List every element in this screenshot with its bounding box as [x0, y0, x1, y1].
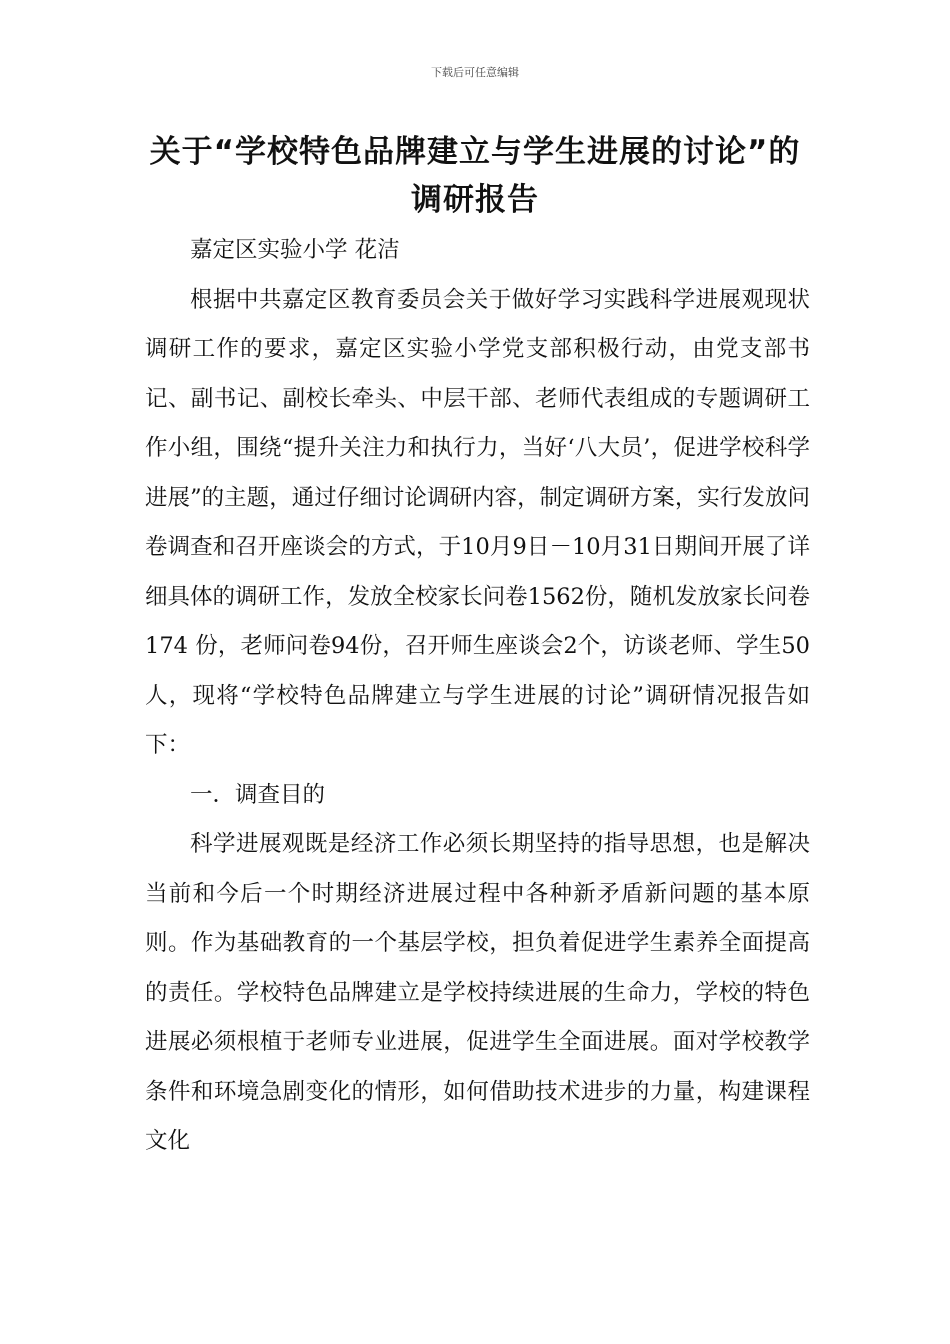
intro-paragraph: 根据中共嘉定区教育委员会关于做好学习实践科学进展观现状调研工作的要求，嘉定区实验小学党支部积极行动，由党支部书记、副书记、副校长牵头、中层干部、老师代表组成的专题调研工作小组，围绕“提升关注力和执行力，当好‘八大员’，促进学校科学进展”的主题，通过仔细讨论调研内容，制定调研方案，实行发放问卷调查和召开座谈会的方式，于10月9日－10月31日期间开展了详细具体的调研工作，发放全校家长问卷1562份，随机发放家长问卷174 份，老师问卷94份，召开师生座谈会2个，访谈老师、学生50人，现将“学校特色品牌建立与学生进展的讨论”调研情况报告如下： [145, 286, 810, 758]
section-1-heading: 一．调查目的 [190, 781, 326, 808]
section-1-paragraph: 科学进展观既是经济工作必须长期坚持的指导思想，也是解决当前和今后一个时期经济进展过程中各种新矛盾新问题的基本原则。作为基础教育的一个基层学校，担负着促进学生素养全面提高的责任。学校特色品牌建立是学校持续进展的生命力，学校的特色进展必须根植于老师专业进展，促进学生全面进展。面对学校教学条件和环境急剧变化的情形，如何借助技术进步的力量，构建课程文化 [145, 831, 810, 1154]
author-line: 嘉定区实验小学 花洁 [190, 237, 400, 263]
document-title: 关于“学校特色品牌建立与学生进展的讨论”的调研报告 [149, 134, 801, 218]
document-body [145, 226, 810, 1167]
page-header-note: 下载后可任意编辑 [431, 66, 519, 79]
